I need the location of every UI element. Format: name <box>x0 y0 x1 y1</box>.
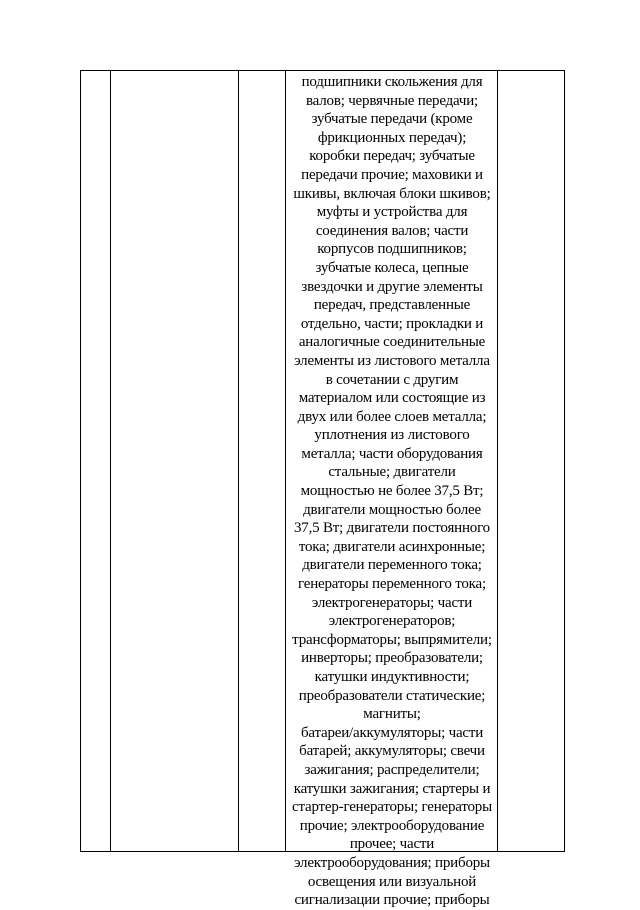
document-table <box>80 70 565 909</box>
cell-text-line: освещения или визуальной <box>307 873 477 890</box>
cell-text-line: звездочки и другие элементы <box>301 278 483 295</box>
cell-text-line: зубчатые колеса, цепные <box>315 259 469 276</box>
cell-text-line: коробки передач; зубчатые <box>309 148 475 165</box>
cell-text-line: тока; двигатели асинхронные; <box>298 538 486 555</box>
cell-text-line: сигнализации прочие; приборы <box>294 892 490 909</box>
cell-text-line: подшипники скольжения для <box>301 74 483 90</box>
column-divider <box>497 71 498 851</box>
cell-text-line: катушки индуктивности; <box>314 669 470 685</box>
cell-text-line: аналогичные соединительные <box>298 334 486 351</box>
cell-text-line: батарей; аккумуляторы; свечи <box>299 743 485 760</box>
cell-text-line: электрогенераторы; части <box>311 594 473 611</box>
cell-text-line: генераторы переменного тока; <box>298 576 486 593</box>
cell-text-line: преобразователи статические; <box>298 687 486 704</box>
column-divider <box>238 71 239 851</box>
cell-text-line: электрогенераторов; <box>328 613 456 630</box>
cell-text-line: материалом или состоящие из <box>298 390 486 407</box>
cell-text-line: корпусов подшипников; <box>317 241 467 258</box>
cell-text-line: 37,5 Вт; двигатели постоянного <box>294 520 490 537</box>
cell-text-line: шкивы, включая блоки шкивов; <box>293 185 491 202</box>
cell-text-line: двух или более слоев металла; <box>297 408 487 425</box>
description-cell <box>287 73 497 910</box>
column-divider <box>110 71 111 851</box>
cell-text-line: зажигания; распределители; <box>304 761 480 778</box>
cell-text-line: стартер-генераторы; генераторы <box>292 799 492 816</box>
cell-text-line: валов; червячные передачи; <box>305 92 479 109</box>
cell-text-line: фрикционных передач); <box>317 129 467 146</box>
cell-text-line: зубчатые передачи (кроме <box>311 111 473 128</box>
cell-text-line: трансформаторы; выпрямители; <box>292 631 492 648</box>
cell-text-line: двигатели мощностью более <box>303 501 481 518</box>
cell-text-line: соединения валов; части <box>315 222 469 239</box>
cell-text-line: катушки зажигания; стартеры и <box>293 780 491 797</box>
cell-text-line: передачи прочие; маховики и <box>301 166 483 183</box>
cell-text-line: передач, представленные <box>313 297 471 314</box>
cell-text-line: мощностью не более 37,5 Вт; <box>300 483 484 500</box>
cell-text-line: стальные; двигатели <box>328 464 456 481</box>
column-divider <box>285 71 286 851</box>
cell-text-line: прочие; электрооборудование <box>299 817 485 834</box>
cell-text-line: электрооборудования; приборы <box>294 854 490 871</box>
cell-text-line: инверторы; преобразователи; <box>301 650 483 667</box>
cell-text-line: отдельно, части; прокладки и <box>300 315 484 332</box>
cell-text-line: прочее; части <box>349 836 435 853</box>
cell-text-line: в сочетании с другим <box>325 371 459 388</box>
cell-text-line: двигатели переменного тока; <box>302 557 482 574</box>
cell-text-line: магниты; <box>363 706 421 723</box>
cell-text-line: уплотнения из листового <box>314 427 470 444</box>
cell-text-line: батареи/аккумуляторы; части <box>300 724 484 741</box>
cell-text-line: муфты и устройства для <box>316 204 468 221</box>
cell-text-line: металла; части оборудования <box>301 445 483 462</box>
cell-text-line: элементы из листового металла <box>294 352 490 369</box>
